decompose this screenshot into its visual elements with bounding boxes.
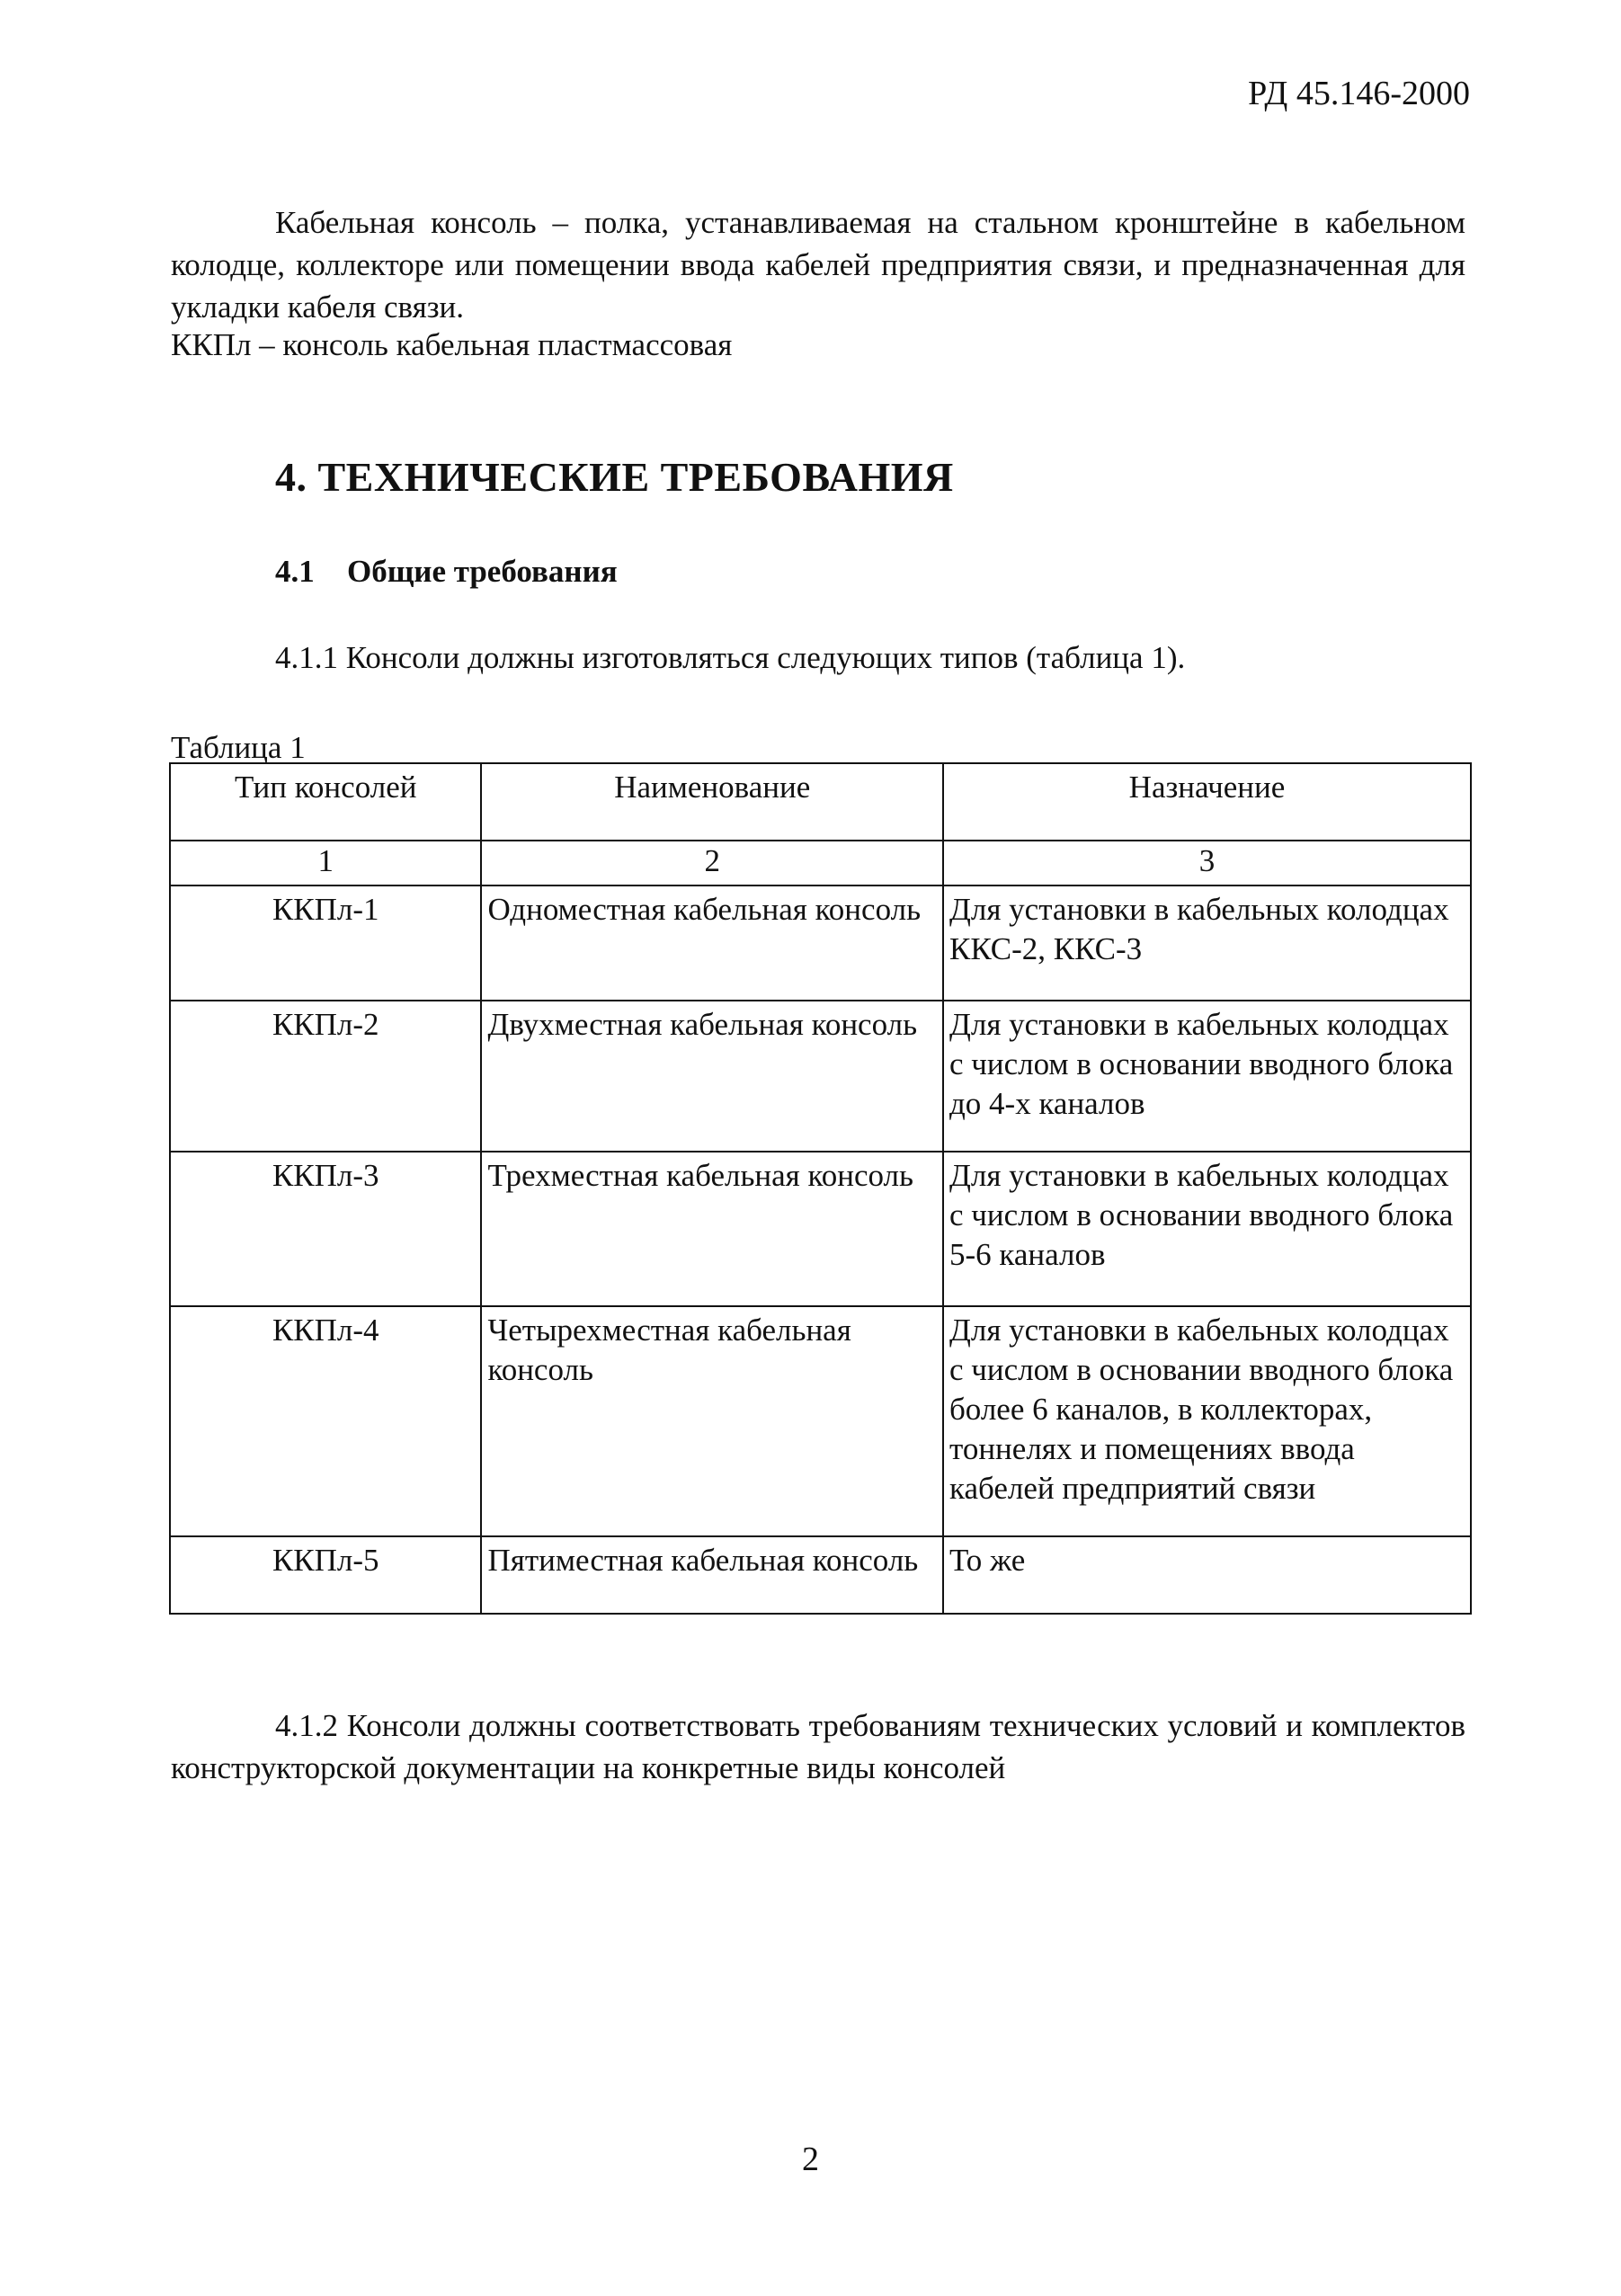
definition-cable-console: [171, 201, 1465, 328]
header-type: Тип консолей: [170, 763, 481, 841]
document-code: РД 45.146-2000: [1248, 75, 1470, 112]
table-caption: Таблица 1: [171, 730, 306, 765]
cell-purpose: Для установки в кабельных колодцах ККС-2, ККС-3: [943, 885, 1471, 1001]
cell-name: Двухместная кабельная консоль: [481, 1001, 943, 1152]
cell-type: ККПл-5: [170, 1536, 481, 1614]
cell-purpose: Для установки в кабельных колодцах с числом в основании вводного блока до 4-х каналов: [943, 1001, 1471, 1152]
table-row: [170, 1536, 1471, 1614]
cell-type: ККПл-1: [170, 885, 481, 1001]
cell-name: Четырехместная кабельная консоль: [481, 1306, 943, 1536]
table-row: [170, 1152, 1471, 1306]
page-number: 2: [802, 2140, 819, 2178]
paragraph-4-1-2-text: 4.1.2 Консоли должны соответствовать требованиям технических условий и комплектов конструкторской документации на конкретные виды консолей: [171, 1708, 1465, 1785]
table-header-row: [170, 763, 1471, 841]
table-row: [170, 885, 1471, 1001]
cell-name: Одноместная кабельная консоль: [481, 885, 943, 1001]
header-name: Наименование: [481, 763, 943, 841]
paragraph-4-1-2: [171, 1704, 1465, 1789]
subsection-number: 4.1: [275, 554, 315, 589]
column-number: 2: [481, 841, 943, 885]
header-purpose: Назначение: [943, 763, 1471, 841]
console-types-table: [169, 762, 1472, 1615]
table-row: [170, 1306, 1471, 1536]
definition-kkpl: ККПл – консоль кабельная пластмассовая: [171, 327, 733, 362]
cell-purpose: Для установки в кабельных колодцах с числом в основании вводного блока 5-6 каналов: [943, 1152, 1471, 1306]
cell-name: Пятиместная кабельная консоль: [481, 1536, 943, 1614]
cell-purpose: Для установки в кабельных колодцах с числом в основании вводного блока более 6 каналов, в коллекторах, тоннелях и помещениях ввода кабелей предприятий связи: [943, 1306, 1471, 1536]
column-number: 1: [170, 841, 481, 885]
subsection-title: Общие требования: [347, 554, 618, 589]
table-row: [170, 1001, 1471, 1152]
paragraph-4-1-1: 4.1.1 Консоли должны изготовляться следующих типов (таблица 1).: [275, 640, 1186, 675]
cell-type: ККПл-4: [170, 1306, 481, 1536]
column-number: 3: [943, 841, 1471, 885]
section-title: 4. ТЕХНИЧЕСКИЕ ТРЕБОВАНИЯ: [275, 454, 954, 500]
cell-name: Трехместная кабельная консоль: [481, 1152, 943, 1306]
cell-type: ККПл-3: [170, 1152, 481, 1306]
cell-purpose: То же: [943, 1536, 1471, 1614]
cell-type: ККПл-2: [170, 1001, 481, 1152]
subsection-heading: [275, 554, 618, 590]
definition-text: Кабельная консоль – полка, устанавливаемая на стальном кронштейне в кабельном колодце, коллекторе или помещении ввода кабелей предприятия связи, и предназначенная для укладки кабеля связи.: [171, 205, 1465, 325]
table-column-numbers-row: [170, 841, 1471, 885]
